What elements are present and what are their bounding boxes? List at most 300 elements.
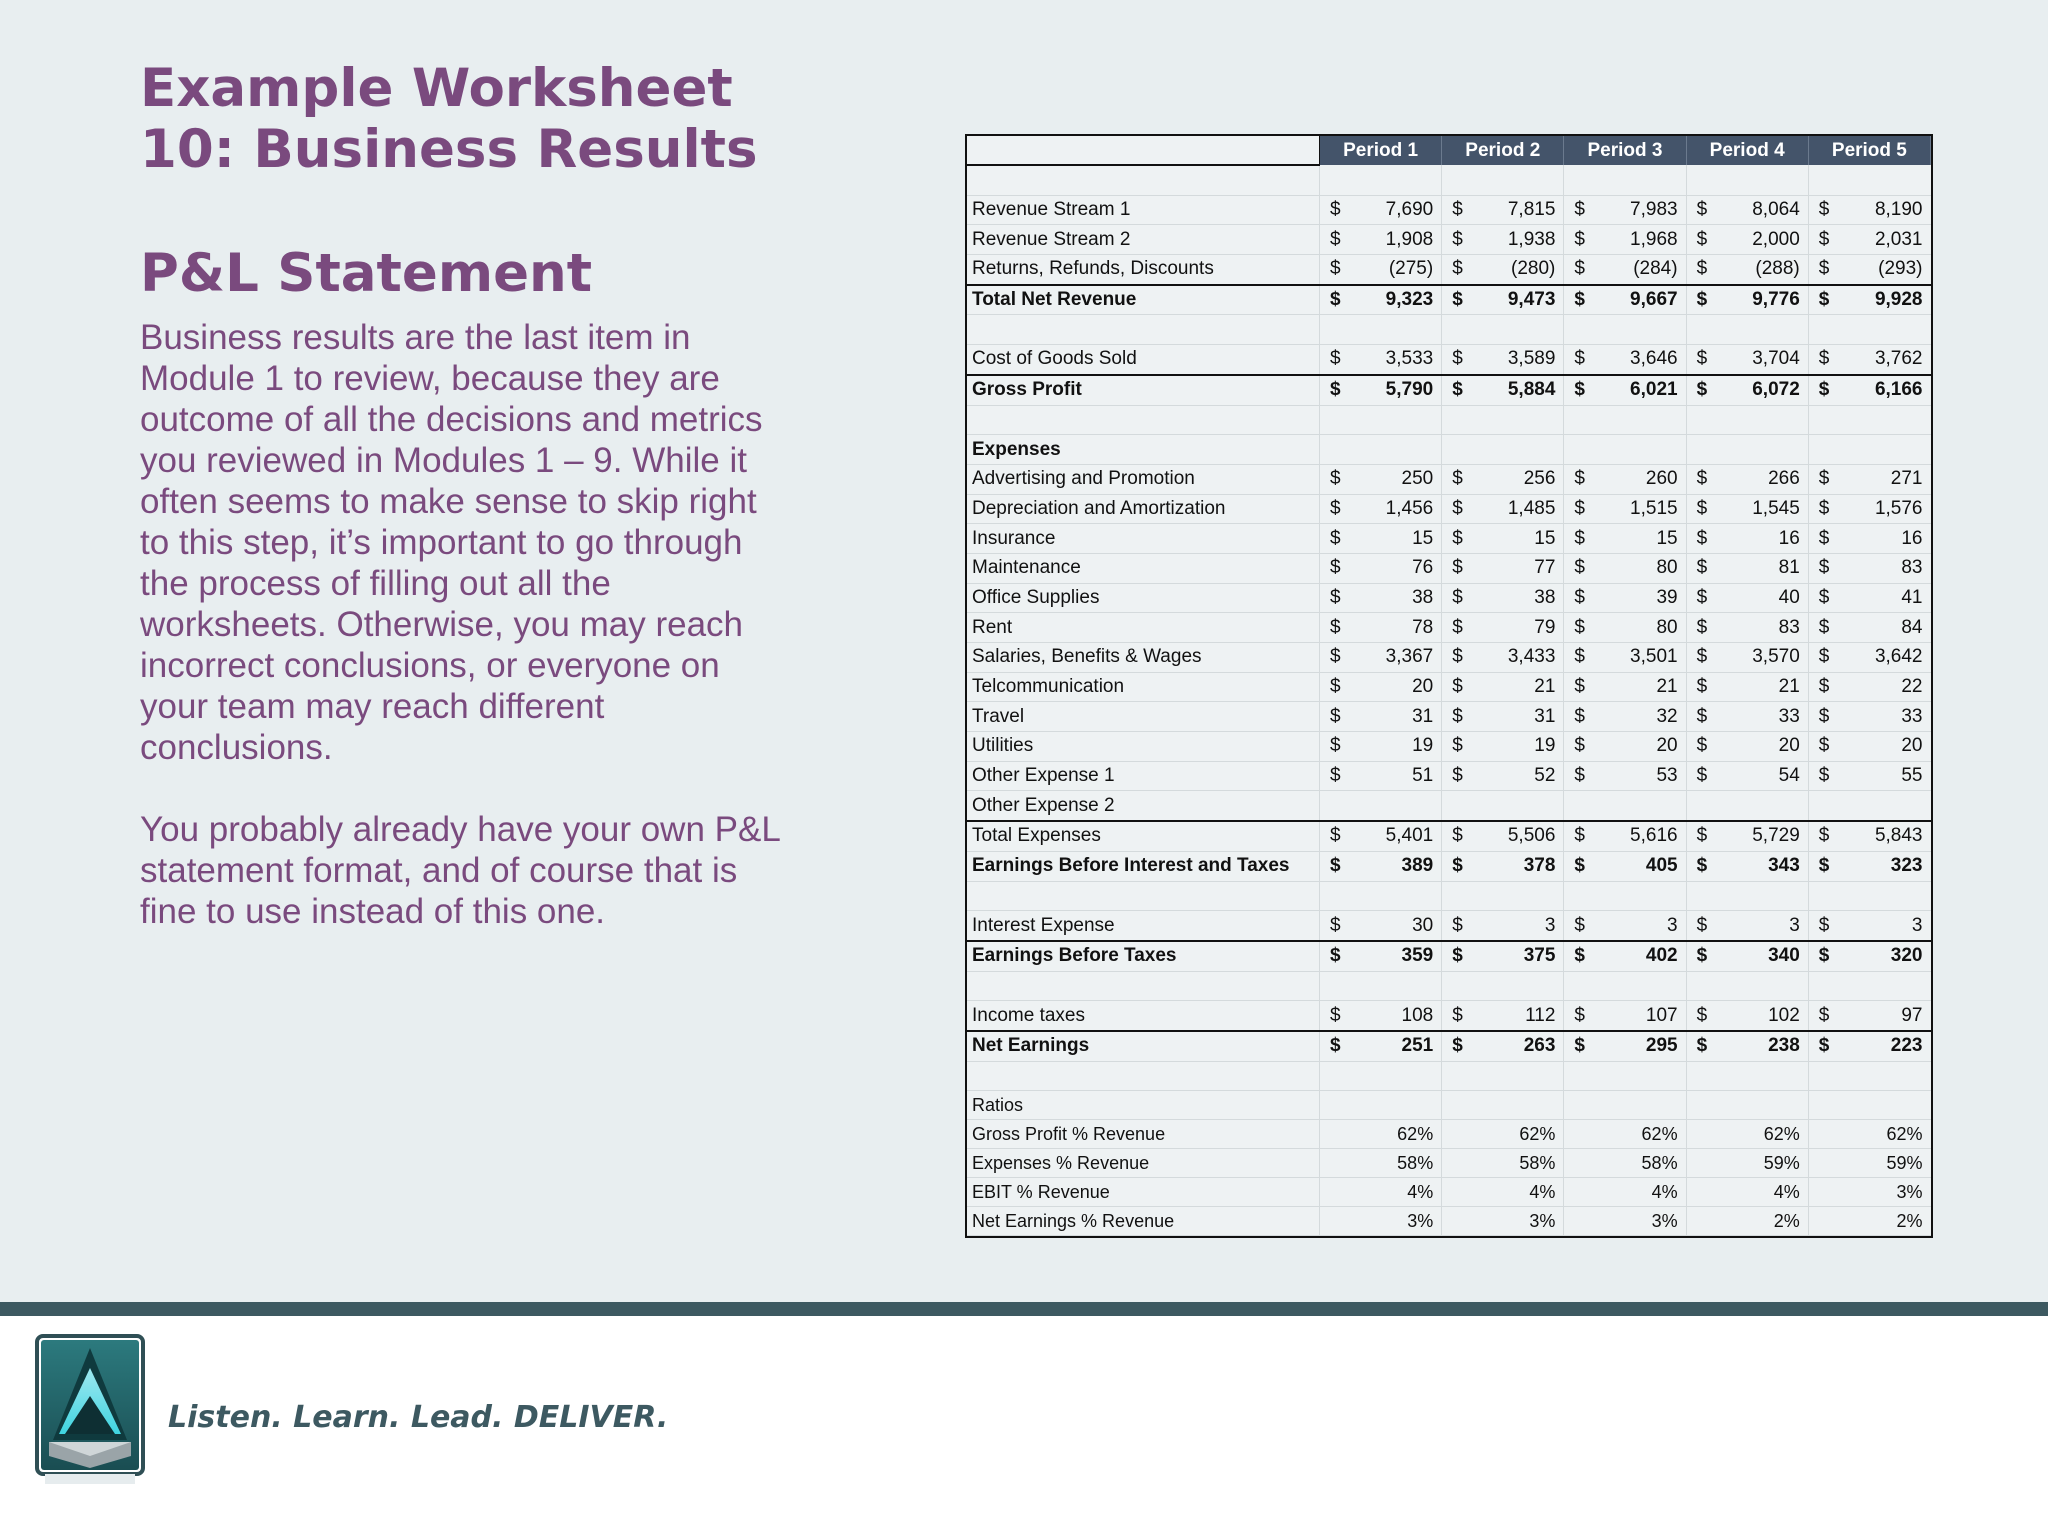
period-header: Period 3	[1564, 136, 1686, 165]
table-row	[967, 553, 1931, 583]
currency-symbol: $	[1320, 255, 1342, 285]
table-row	[967, 672, 1931, 702]
currency-symbol: $	[1686, 821, 1708, 851]
currency-symbol	[1686, 1061, 1708, 1091]
cell-value: 3,570	[1708, 643, 1808, 673]
currency-symbol	[1686, 435, 1708, 465]
currency-symbol: $	[1442, 464, 1464, 494]
cell-value	[1708, 881, 1808, 911]
cell-value: (293)	[1830, 255, 1930, 285]
currency-symbol	[1808, 971, 1830, 1001]
cell-value: 102	[1708, 1001, 1808, 1031]
cell-value	[1830, 165, 1930, 195]
cell-value: 76	[1342, 553, 1442, 583]
row-label: Other Expense 1	[967, 761, 1320, 791]
currency-symbol: $	[1686, 1001, 1708, 1031]
currency-symbol: $	[1442, 821, 1464, 851]
cell-value: 53	[1586, 761, 1686, 791]
currency-symbol: $	[1808, 1001, 1830, 1031]
currency-symbol: $	[1686, 225, 1708, 255]
currency-symbol	[1686, 1207, 1708, 1236]
currency-symbol: $	[1442, 285, 1464, 315]
currency-symbol: $	[1686, 583, 1708, 613]
ratios-title: Ratios	[967, 1091, 1320, 1120]
row-label: Revenue Stream 1	[967, 195, 1320, 225]
cell-value: 55	[1830, 761, 1930, 791]
cell-value: 107	[1586, 1001, 1686, 1031]
currency-symbol: $	[1808, 464, 1830, 494]
cell-value: 21	[1708, 672, 1808, 702]
currency-symbol: $	[1686, 345, 1708, 375]
currency-symbol: $	[1442, 1031, 1464, 1061]
cell-value: (288)	[1708, 255, 1808, 285]
cell-value: 6,072	[1708, 375, 1808, 405]
cell-value: 15	[1342, 524, 1442, 554]
cell-value: 3	[1464, 911, 1564, 941]
cell-value: 112	[1464, 1001, 1564, 1031]
currency-symbol: $	[1808, 345, 1830, 375]
section-subtitle: P&L Statement	[140, 243, 593, 304]
currency-symbol: $	[1564, 375, 1586, 405]
cell-value: 9,667	[1586, 285, 1686, 315]
footer-divider	[0, 1302, 2048, 1316]
currency-symbol	[1564, 1207, 1586, 1236]
row-label: Total Expenses	[967, 821, 1320, 851]
currency-symbol	[1320, 405, 1342, 435]
row-label: Interest Expense	[967, 911, 1320, 941]
row-label: Rent	[967, 613, 1320, 643]
cell-value: 7,690	[1342, 195, 1442, 225]
currency-symbol: $	[1320, 225, 1342, 255]
page-title: Example Worksheet 10: Business Results	[140, 58, 758, 180]
currency-symbol: $	[1808, 1031, 1830, 1061]
row-label: Advertising and Promotion	[967, 464, 1320, 494]
cell-value: 3%	[1586, 1207, 1686, 1236]
currency-symbol: $	[1564, 255, 1586, 285]
currency-symbol: $	[1686, 761, 1708, 791]
currency-symbol	[1808, 1120, 1830, 1149]
currency-symbol: $	[1320, 761, 1342, 791]
currency-symbol: $	[1320, 702, 1342, 732]
currency-symbol: $	[1686, 672, 1708, 702]
table-row	[967, 375, 1931, 405]
cell-value	[1586, 405, 1686, 435]
table-row	[967, 851, 1931, 881]
currency-symbol: $	[1686, 732, 1708, 762]
currency-symbol: $	[1808, 941, 1830, 971]
cell-value	[1586, 435, 1686, 465]
currency-symbol	[1808, 1178, 1830, 1207]
cell-value: 83	[1708, 613, 1808, 643]
row-label: Office Supplies	[967, 583, 1320, 613]
cell-value: 260	[1586, 464, 1686, 494]
cell-value: 1,515	[1586, 494, 1686, 524]
currency-symbol: $	[1808, 225, 1830, 255]
table-row	[967, 195, 1931, 225]
currency-symbol	[1564, 1120, 1586, 1149]
cell-value	[1708, 971, 1808, 1001]
currency-symbol: $	[1808, 375, 1830, 405]
cell-value: 15	[1586, 524, 1686, 554]
currency-symbol: $	[1320, 1031, 1342, 1061]
currency-symbol	[1320, 791, 1342, 821]
cell-value: 3,762	[1830, 345, 1930, 375]
currency-symbol: $	[1320, 524, 1342, 554]
cell-value: 79	[1464, 613, 1564, 643]
cell-value: 343	[1708, 851, 1808, 881]
currency-symbol: $	[1564, 643, 1586, 673]
table-row	[967, 1207, 1931, 1236]
table-header-row	[967, 136, 1931, 165]
cell-value: 7,815	[1464, 195, 1564, 225]
currency-symbol	[1320, 1091, 1342, 1120]
currency-symbol: $	[1320, 345, 1342, 375]
cell-value	[1830, 435, 1930, 465]
currency-symbol: $	[1442, 1001, 1464, 1031]
table-row	[967, 1001, 1931, 1031]
cell-value: 30	[1342, 911, 1442, 941]
cell-value: 31	[1464, 702, 1564, 732]
cell-value	[1708, 1061, 1808, 1091]
currency-symbol	[1564, 791, 1586, 821]
currency-symbol	[1686, 1091, 1708, 1120]
body-paragraph-2: You probably already have your own P&L statement format, and of course that is fine to use instead of this one.	[140, 810, 780, 931]
row-label	[967, 315, 1320, 345]
currency-symbol: $	[1442, 255, 1464, 285]
cell-value: 1,938	[1464, 225, 1564, 255]
cell-value: 6,166	[1830, 375, 1930, 405]
currency-symbol: $	[1442, 851, 1464, 881]
cell-value: 4%	[1342, 1178, 1442, 1207]
cell-value: 62%	[1586, 1120, 1686, 1149]
row-label: Insurance	[967, 524, 1320, 554]
row-label: Maintenance	[967, 553, 1320, 583]
row-label: Gross Profit % Revenue	[967, 1120, 1320, 1149]
table-row	[967, 1149, 1931, 1178]
currency-symbol	[1686, 881, 1708, 911]
cell-value: 22	[1830, 672, 1930, 702]
currency-symbol: $	[1320, 821, 1342, 851]
currency-symbol: $	[1320, 643, 1342, 673]
cell-value	[1830, 971, 1930, 1001]
cell-value: 375	[1464, 941, 1564, 971]
currency-symbol: $	[1686, 195, 1708, 225]
currency-symbol	[1564, 405, 1586, 435]
currency-symbol	[1320, 1120, 1342, 1149]
row-label: Travel	[967, 702, 1320, 732]
currency-symbol: $	[1320, 1001, 1342, 1031]
cell-value: 2%	[1830, 1207, 1930, 1236]
cell-value: 78	[1342, 613, 1442, 643]
currency-symbol: $	[1564, 702, 1586, 732]
cell-value: 5,401	[1342, 821, 1442, 851]
currency-symbol: $	[1442, 494, 1464, 524]
cell-value: 21	[1586, 672, 1686, 702]
cell-value: 97	[1830, 1001, 1930, 1031]
currency-symbol	[1564, 315, 1586, 345]
cell-value: 5,884	[1464, 375, 1564, 405]
currency-symbol: $	[1564, 941, 1586, 971]
row-label: Expenses % Revenue	[967, 1149, 1320, 1178]
cell-value: 83	[1830, 553, 1930, 583]
currency-symbol: $	[1320, 464, 1342, 494]
currency-symbol	[1442, 315, 1464, 345]
currency-symbol: $	[1320, 494, 1342, 524]
cell-value: 3,433	[1464, 643, 1564, 673]
cell-value	[1586, 971, 1686, 1001]
cell-value	[1342, 405, 1442, 435]
cell-value: 41	[1830, 583, 1930, 613]
currency-symbol: $	[1686, 643, 1708, 673]
cell-value	[1342, 1061, 1442, 1091]
currency-symbol: $	[1564, 345, 1586, 375]
currency-symbol: $	[1564, 1001, 1586, 1031]
cell-value: 251	[1342, 1031, 1442, 1061]
currency-symbol	[1442, 1149, 1464, 1178]
currency-symbol: $	[1686, 702, 1708, 732]
currency-symbol	[1686, 1178, 1708, 1207]
cell-value	[1830, 1061, 1930, 1091]
currency-symbol	[1442, 1207, 1464, 1236]
period-header: Period 4	[1686, 136, 1808, 165]
row-label: Gross Profit	[967, 375, 1320, 405]
cell-value	[1342, 881, 1442, 911]
cell-value: 3%	[1830, 1178, 1930, 1207]
currency-symbol: $	[1808, 643, 1830, 673]
currency-symbol	[1442, 881, 1464, 911]
cell-value: 3,646	[1586, 345, 1686, 375]
currency-symbol: $	[1442, 613, 1464, 643]
table-row	[967, 464, 1931, 494]
cell-value	[1708, 165, 1808, 195]
cell-value: 54	[1708, 761, 1808, 791]
cell-value: 5,506	[1464, 821, 1564, 851]
cell-value: 108	[1342, 1001, 1442, 1031]
cell-value: 2%	[1708, 1207, 1808, 1236]
table-row	[967, 613, 1931, 643]
cell-value: 4%	[1708, 1178, 1808, 1207]
currency-symbol: $	[1808, 613, 1830, 643]
currency-symbol: $	[1564, 851, 1586, 881]
row-label: Net Earnings	[967, 1031, 1320, 1061]
currency-symbol	[1442, 435, 1464, 465]
table-row	[967, 494, 1931, 524]
body-text	[140, 317, 780, 973]
currency-symbol: $	[1564, 195, 1586, 225]
currency-symbol	[1442, 1091, 1464, 1120]
cell-value: 15	[1464, 524, 1564, 554]
row-label: Expenses	[967, 435, 1320, 465]
cell-value	[1342, 1091, 1442, 1120]
currency-symbol: $	[1808, 672, 1830, 702]
cell-value	[1830, 881, 1930, 911]
company-logo-icon	[35, 1334, 147, 1486]
currency-symbol	[1442, 791, 1464, 821]
currency-symbol: $	[1320, 583, 1342, 613]
cell-value: 9,323	[1342, 285, 1442, 315]
cell-value: 3	[1586, 911, 1686, 941]
cell-value	[1464, 881, 1564, 911]
cell-value	[1586, 1091, 1686, 1120]
currency-symbol: $	[1686, 524, 1708, 554]
currency-symbol: $	[1686, 255, 1708, 285]
currency-symbol	[1564, 1091, 1586, 1120]
cell-value: 1,908	[1342, 225, 1442, 255]
currency-symbol: $	[1808, 195, 1830, 225]
currency-symbol	[1808, 165, 1830, 195]
currency-symbol: $	[1564, 821, 1586, 851]
currency-symbol: $	[1442, 375, 1464, 405]
table-row	[967, 791, 1931, 821]
currency-symbol	[1320, 881, 1342, 911]
cell-value: 3,589	[1464, 345, 1564, 375]
currency-symbol: $	[1442, 732, 1464, 762]
row-label: Earnings Before Taxes	[967, 941, 1320, 971]
row-label: Earnings Before Interest and Taxes	[967, 851, 1320, 881]
cell-value	[1464, 791, 1564, 821]
currency-symbol: $	[1808, 583, 1830, 613]
currency-symbol	[1442, 1178, 1464, 1207]
cell-value: 402	[1586, 941, 1686, 971]
cell-value: (275)	[1342, 255, 1442, 285]
table-row	[967, 165, 1931, 195]
cell-value: 1,456	[1342, 494, 1442, 524]
currency-symbol	[1808, 1061, 1830, 1091]
currency-symbol: $	[1686, 1031, 1708, 1061]
row-label: Net Earnings % Revenue	[967, 1207, 1320, 1236]
cell-value	[1342, 315, 1442, 345]
cell-value	[1586, 791, 1686, 821]
currency-symbol	[1686, 165, 1708, 195]
cell-value	[1464, 1091, 1564, 1120]
row-label: Utilities	[967, 732, 1320, 762]
cell-value: 3,533	[1342, 345, 1442, 375]
currency-symbol	[1442, 1061, 1464, 1091]
table-row	[967, 345, 1931, 375]
currency-symbol: $	[1564, 911, 1586, 941]
cell-value: 6,021	[1586, 375, 1686, 405]
cell-value	[1830, 791, 1930, 821]
cell-value	[1708, 791, 1808, 821]
currency-symbol: $	[1686, 553, 1708, 583]
currency-symbol: $	[1808, 553, 1830, 583]
cell-value: 7,983	[1586, 195, 1686, 225]
cell-value: 51	[1342, 761, 1442, 791]
pl-statement-table	[965, 134, 1933, 1238]
cell-value: 62%	[1464, 1120, 1564, 1149]
row-label: Other Expense 2	[967, 791, 1320, 821]
cell-value: 33	[1708, 702, 1808, 732]
table-row	[967, 225, 1931, 255]
currency-symbol: $	[1808, 494, 1830, 524]
row-label	[967, 881, 1320, 911]
currency-symbol: $	[1686, 851, 1708, 881]
row-label	[967, 1061, 1320, 1091]
currency-symbol	[1564, 1061, 1586, 1091]
currency-symbol: $	[1320, 941, 1342, 971]
cell-value: 62%	[1342, 1120, 1442, 1149]
currency-symbol: $	[1442, 553, 1464, 583]
cell-value	[1464, 971, 1564, 1001]
currency-symbol: $	[1564, 583, 1586, 613]
cell-value: 81	[1708, 553, 1808, 583]
table-row	[967, 821, 1931, 851]
currency-symbol: $	[1442, 911, 1464, 941]
currency-symbol	[1320, 315, 1342, 345]
table-row	[967, 761, 1931, 791]
cell-value: 238	[1708, 1031, 1808, 1061]
currency-symbol: $	[1320, 285, 1342, 315]
table-row	[967, 732, 1931, 762]
pl-table	[967, 136, 1931, 1236]
cell-value: 33	[1830, 702, 1930, 732]
table-row	[967, 1178, 1931, 1207]
currency-symbol: $	[1808, 285, 1830, 315]
table-row	[967, 405, 1931, 435]
currency-symbol: $	[1686, 613, 1708, 643]
cell-value	[1586, 165, 1686, 195]
cell-value: 52	[1464, 761, 1564, 791]
cell-value	[1342, 791, 1442, 821]
cell-value: 4%	[1586, 1178, 1686, 1207]
cell-value	[1342, 435, 1442, 465]
cell-value	[1464, 165, 1564, 195]
cell-value: 20	[1586, 732, 1686, 762]
currency-symbol	[1808, 1149, 1830, 1178]
cell-value: 389	[1342, 851, 1442, 881]
currency-symbol: $	[1564, 553, 1586, 583]
cell-value: 58%	[1342, 1149, 1442, 1178]
row-label: Income taxes	[967, 1001, 1320, 1031]
table-row	[967, 1061, 1931, 1091]
cell-value: 405	[1586, 851, 1686, 881]
cell-value: 19	[1464, 732, 1564, 762]
row-label: EBIT % Revenue	[967, 1178, 1320, 1207]
table-row	[967, 255, 1931, 285]
cell-value: 3%	[1342, 1207, 1442, 1236]
row-label	[967, 971, 1320, 1001]
cell-value	[1708, 315, 1808, 345]
currency-symbol: $	[1320, 911, 1342, 941]
cell-value: 3	[1830, 911, 1930, 941]
cell-value: 378	[1464, 851, 1564, 881]
cell-value: 38	[1342, 583, 1442, 613]
currency-symbol: $	[1442, 225, 1464, 255]
currency-symbol: $	[1320, 195, 1342, 225]
cell-value: 3,704	[1708, 345, 1808, 375]
row-label: Returns, Refunds, Discounts	[967, 255, 1320, 285]
cell-value: 32	[1586, 702, 1686, 732]
cell-value: 16	[1830, 524, 1930, 554]
cell-value: 84	[1830, 613, 1930, 643]
cell-value	[1830, 315, 1930, 345]
cell-value: 31	[1342, 702, 1442, 732]
currency-symbol: $	[1564, 494, 1586, 524]
cell-value: 62%	[1830, 1120, 1930, 1149]
cell-value	[1464, 435, 1564, 465]
cell-value: 5,790	[1342, 375, 1442, 405]
currency-symbol: $	[1442, 761, 1464, 791]
currency-symbol: $	[1808, 851, 1830, 881]
currency-symbol	[1320, 1178, 1342, 1207]
currency-symbol	[1686, 405, 1708, 435]
cell-value	[1342, 971, 1442, 1001]
table-row	[967, 1091, 1931, 1120]
cell-value: 39	[1586, 583, 1686, 613]
cell-value: 20	[1708, 732, 1808, 762]
currency-symbol: $	[1564, 1031, 1586, 1061]
currency-symbol: $	[1320, 375, 1342, 405]
